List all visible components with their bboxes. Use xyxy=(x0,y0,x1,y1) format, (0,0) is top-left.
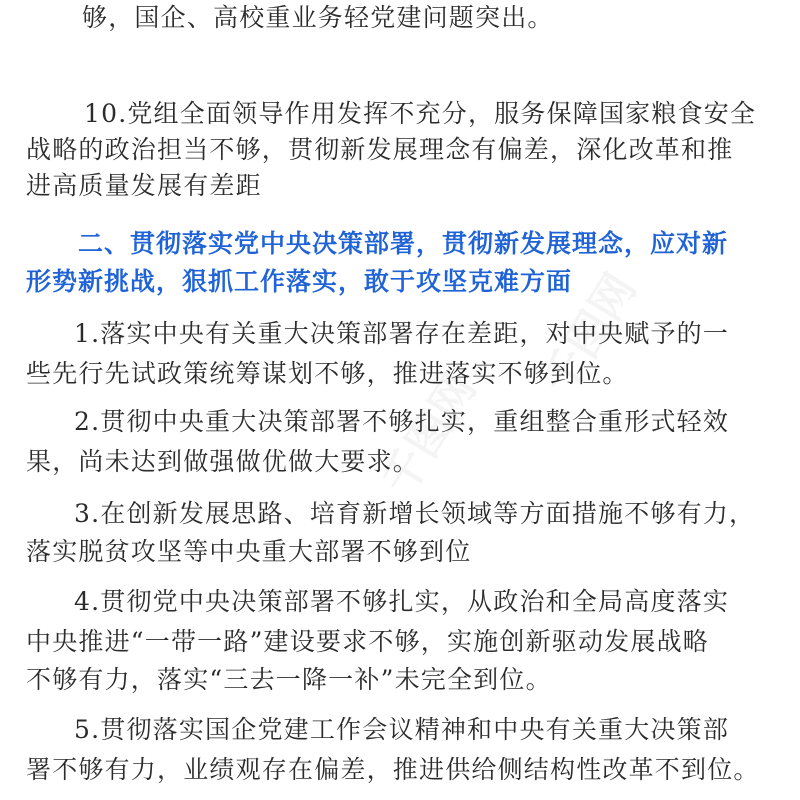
text-line: 4.贯彻党中央决策部署不够扎实，从政治和全局高度落实 xyxy=(74,587,730,616)
text-line: 些先行先试政策统筹谋划不够，推进落实不够到位。 xyxy=(26,359,629,388)
text-line: 2.贯彻中央重大决策部署不够扎实，重组整合重形式轻效 xyxy=(74,407,730,436)
section-heading: 形势新挑战，狠抓工作落实，敢于攻坚克难方面 xyxy=(26,267,573,296)
text-line: 中央推进“一带一路”建设要求不够，实施创新驱动发展战略 xyxy=(26,627,709,656)
text-line: 5.贯彻落实国企党建工作会议精神和中央有关重大决策部 xyxy=(74,715,730,744)
text-line: 不够有力，落实“三去一降一补”未完全到位。 xyxy=(26,665,552,694)
text-line: 够，国企、高校重业务轻党建问题突出。 xyxy=(82,3,554,32)
text-line: 进高质量发展有差距 xyxy=(26,171,262,200)
text-line: 落实脱贫攻坚等中央重大部署不够到位 xyxy=(26,537,472,566)
section-heading: 二、贯彻落实党中央决策部署，贯彻新发展理念，应对新 xyxy=(78,229,729,258)
text-line: 1.落实中央有关重大决策部署存在差距，对中央赋予的一 xyxy=(74,319,730,348)
text-line: 署不够有力，业绩观存在偏差，推进供给侧结构性改革不到位。 xyxy=(26,755,760,784)
text-line: 10.党组全面领导作用发挥不充分，服务保障国家粮食安全 xyxy=(84,99,757,128)
watermark: 千图网 xyxy=(373,364,487,504)
text-line: 果，尚未达到做强做优做大要求。 xyxy=(26,447,420,476)
text-line: 3.在创新发展思路、培育新增长领域等方面措施不够有力， xyxy=(74,499,756,528)
text-line: 战略的政治担当不够，贯彻新发展理念有偏差，深化改革和推 xyxy=(26,135,734,164)
watermark: 千图网 xyxy=(533,264,647,404)
